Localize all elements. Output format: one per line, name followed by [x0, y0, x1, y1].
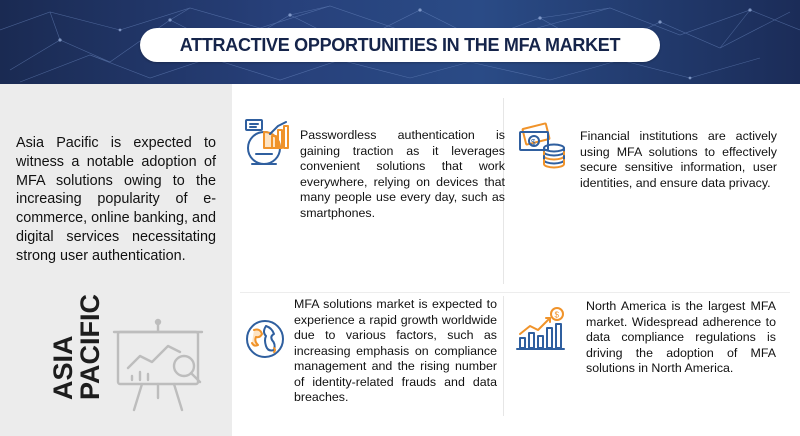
svg-text:$: $	[531, 138, 536, 147]
card-text-financial: Financial institutions are actively using MFA solutions to effectively secure sensitive information, user identities, and ensure data privacy.	[580, 129, 777, 190]
card-text-north-america: North America is the largest MFA market. Widespread adherence to data compliance regulations is driving the adoption of MFA solutions in North America.	[586, 299, 776, 375]
region-label	[50, 294, 104, 400]
card-text-passwordless: Passwordless authentication is gaining traction as it leverages convenient solutions that work everywhere, relying on devices that many people use every day, such as smartphones.	[300, 128, 505, 220]
globe-icon	[244, 318, 286, 360]
growth-chart-icon	[516, 306, 566, 352]
header-banner	[0, 0, 800, 84]
horizontal-divider	[240, 292, 790, 293]
presentation-board-icon	[112, 318, 214, 414]
svg-text:$: $	[554, 310, 559, 320]
page-title: ATTRACTIVE OPPORTUNITIES IN THE MFA MARKET	[179, 34, 621, 55]
region-label-line2: PACIFIC	[75, 294, 105, 400]
financial-money-icon	[518, 118, 570, 174]
region-description: Asia Pacific is expected to witness a notable adoption of MFA solutions owing to the increasing popularity of e-commerce, online banking, and digital services necessitating strong user authentication.	[16, 135, 216, 264]
passwordless-analytics-icon	[242, 118, 298, 170]
card-text-global-growth: MFA solutions market is expected to experience a rapid growth worldwide due to various factors, such as increasing emphasis on compliance management and the rising number of identity-related frauds and data breaches.	[294, 297, 497, 404]
region-label-line1: ASIA	[48, 335, 78, 400]
vertical-divider-bottom	[503, 296, 504, 416]
